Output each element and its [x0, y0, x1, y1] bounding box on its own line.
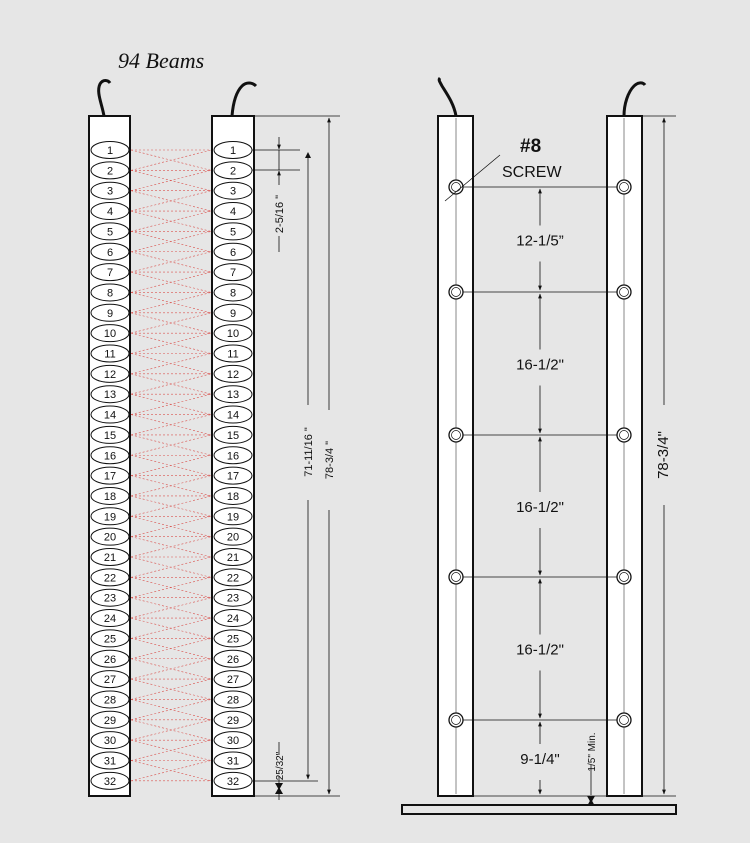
emitter-beam-12: [91, 365, 129, 382]
emitter-beam-26: [91, 650, 129, 667]
screw-size: #8: [520, 136, 542, 157]
spacing-label: 16-1/2": [516, 356, 564, 374]
receiver-beam-1: [214, 142, 252, 159]
receiver-beam-17: [214, 467, 252, 484]
beam-number: 19: [226, 511, 240, 524]
beam-lines: [131, 150, 211, 781]
beam-number: 10: [103, 328, 117, 341]
receiver-beam-26: [214, 650, 252, 667]
beam-number: 32: [226, 775, 240, 788]
beam-number: 11: [227, 348, 239, 361]
cable-right-emitter: [439, 78, 456, 116]
spacing-label: 16-1/2": [516, 499, 564, 516]
left-title: 94 Beams: [118, 48, 205, 73]
spacing-label: 12-1/5”: [516, 232, 564, 250]
emitter-beam-30: [91, 732, 129, 749]
emitter-beam-28: [91, 691, 129, 708]
beam-number: 14: [226, 409, 240, 422]
dim-bottom-label: 25/32": [275, 751, 286, 781]
emitter-beam-6: [91, 243, 129, 260]
receiver-beam-25: [214, 630, 252, 647]
beam-number: 22: [103, 572, 117, 585]
beam-number: 5: [229, 226, 237, 239]
dim-overall-right: [642, 116, 676, 796]
beam-number: 2: [229, 165, 237, 178]
emitter-beam-16: [91, 447, 129, 464]
emitter-beam-31: [91, 752, 129, 769]
beam-number: 23: [226, 592, 240, 605]
beam-number: 21: [226, 552, 240, 564]
receiver-beam-24: [214, 610, 252, 627]
beam-number: 15: [103, 429, 117, 442]
beam-number: 7: [106, 267, 114, 280]
receiver-beam-30: [214, 732, 252, 749]
spacing-dim-2: [516, 294, 564, 433]
receiver-beam-15: [214, 426, 252, 443]
screw-hole-icon: [449, 570, 463, 584]
emitter-beam-2: [91, 162, 129, 179]
beam-number: 25: [103, 633, 117, 646]
emitter-beam-10: [91, 325, 129, 342]
beam-number: 9: [106, 307, 114, 320]
beam-number: 3: [229, 185, 237, 198]
emitter-beam-21: [91, 549, 129, 566]
dim-spacing-label: 2-5/16 ": [274, 194, 286, 234]
spacing-label: 9-1/4": [520, 751, 560, 768]
beam-number: 17: [226, 470, 240, 483]
beam-number: 25: [226, 633, 240, 646]
emitter-beam-32: [91, 772, 129, 789]
receiver-beam-5: [214, 223, 252, 240]
emitter-beam-18: [91, 487, 129, 504]
beam-number: 29: [103, 714, 117, 727]
receiver-beam-6: [214, 243, 252, 260]
spacing-dims: [516, 189, 564, 794]
receiver-beam-16: [214, 447, 252, 464]
dim-overall-left-label: 78-3/4 ": [324, 440, 336, 480]
receiver-beam-4: [214, 203, 252, 220]
beam-number: 24: [103, 613, 117, 626]
screw-hole-icon: [449, 428, 463, 442]
emitter-beam-15: [91, 426, 129, 443]
beam-number: 11: [104, 348, 116, 361]
dim-bottom: [275, 742, 286, 800]
emitter-beam-14: [91, 406, 129, 423]
emitter-beam-17: [91, 467, 129, 484]
receiver-beam-19: [214, 508, 252, 525]
beam-number: 26: [226, 653, 240, 666]
emitter-beam-1: [91, 142, 129, 159]
beam-number: 14: [103, 409, 117, 422]
beam-number: 23: [103, 592, 117, 605]
beam-number: 18: [226, 490, 240, 503]
cable-left-emitter: [99, 81, 110, 117]
emitter-beam-22: [91, 569, 129, 586]
beam-number: 3: [106, 185, 114, 198]
beam-number: 15: [226, 429, 240, 442]
receiver-beam-20: [214, 528, 252, 545]
receiver-beam-13: [214, 386, 252, 403]
beam-number: 18: [103, 490, 117, 503]
receiver-beam-32: [214, 772, 252, 789]
receiver-beam-9: [214, 304, 252, 321]
receiver-beam-18: [214, 487, 252, 504]
receiver-bracket: [607, 116, 642, 796]
beam-number: 8: [229, 287, 237, 300]
screw-hole-icon: [617, 570, 631, 584]
right-diagram: [402, 78, 676, 814]
beam-number: 10: [226, 328, 240, 341]
emitter-beam-9: [91, 304, 129, 321]
receiver-beam-21: [214, 549, 252, 566]
beam-number: 2: [106, 165, 114, 178]
beam-number: 16: [103, 450, 117, 463]
spacing-dim-4: [516, 579, 564, 718]
beam-number: 31: [103, 755, 117, 768]
beam-number: 6: [106, 246, 114, 259]
beam-number: 4: [106, 206, 114, 219]
cable-left-receiver: [232, 83, 256, 116]
receiver-beam-12: [214, 365, 252, 382]
beam-number: 13: [103, 389, 117, 402]
beam-number: 6: [229, 246, 237, 259]
screw-hole-icon: [449, 713, 463, 727]
emitter-beam-4: [91, 203, 129, 220]
beam-number: 12: [103, 368, 117, 381]
emitter-beam-11: [91, 345, 129, 362]
beam-number: 30: [226, 735, 240, 748]
beam-number: 21: [103, 552, 117, 564]
beam-number: 5: [106, 226, 114, 239]
beam-number: 22: [226, 572, 240, 585]
emitter-bracket: [438, 116, 473, 796]
screw-hole-icon: [617, 713, 631, 727]
beam-number: 7: [229, 267, 237, 280]
beam-number: 27: [103, 674, 117, 687]
receiver-beam-7: [214, 264, 252, 281]
spacing-label: 16-1/2": [516, 641, 564, 659]
emitter-beam-8: [91, 284, 129, 301]
receiver-beam-27: [214, 671, 252, 688]
receiver-beam-3: [214, 182, 252, 199]
dim-first-to-last: [252, 152, 318, 781]
beam-number: 24: [226, 613, 240, 626]
emitter-beam-20: [91, 528, 129, 545]
beam-number: 13: [226, 389, 240, 402]
beam-number: 27: [226, 674, 240, 687]
receiver-beam-2: [214, 162, 252, 179]
emitter-beam-13: [91, 386, 129, 403]
emitter-beam-3: [91, 182, 129, 199]
beam-number: 29: [226, 714, 240, 727]
dim-first-to-last-label: 71-11/16 ": [303, 427, 315, 477]
spacing-dim-1: [516, 189, 564, 290]
beam-number: 17: [103, 470, 117, 483]
receiver-beam-28: [214, 691, 252, 708]
screw-hole-icon: [449, 285, 463, 299]
emitter-beam-27: [91, 671, 129, 688]
beam-number: 19: [103, 511, 117, 524]
beam-number: 12: [226, 368, 240, 381]
dim-min-gap-label: 1/5" Min.: [587, 732, 598, 772]
emitter-beam-7: [91, 264, 129, 281]
beam-number: 16: [226, 450, 240, 463]
receiver-beam-29: [214, 711, 252, 728]
emitter-beam-19: [91, 508, 129, 525]
beam-number: 28: [226, 694, 240, 707]
dim-spacing: [252, 137, 300, 252]
beam-number: 1: [229, 145, 237, 157]
cable-right-receiver: [624, 83, 645, 116]
emitter-beam-5: [91, 223, 129, 240]
screw-label: SCREW: [502, 164, 562, 181]
emitter-beam-29: [91, 711, 129, 728]
beam-number: 31: [226, 755, 240, 768]
beam-number: 4: [229, 206, 237, 219]
emitter-beam-24: [91, 610, 129, 627]
screw-hole-icon: [617, 180, 631, 194]
spacing-dim-5: [520, 722, 560, 794]
beam-number: 9: [229, 307, 237, 320]
receiver-beam-8: [214, 284, 252, 301]
dim-overall-left: [254, 116, 340, 796]
beam-number: 20: [103, 531, 117, 544]
dim-overall-right-label: 78-3/4": [655, 431, 672, 479]
receiver-beam-10: [214, 325, 252, 342]
beam-number: 20: [226, 531, 240, 544]
receiver-beam-31: [214, 752, 252, 769]
receiver-beam-23: [214, 589, 252, 606]
receiver-beam-14: [214, 406, 252, 423]
beam-number: 30: [103, 735, 117, 748]
beam-number: 32: [103, 775, 117, 788]
receiver-beam-11: [214, 345, 252, 362]
beam-number: 8: [106, 287, 114, 300]
spacing-dim-3: [516, 437, 564, 575]
emitter-beam-23: [91, 589, 129, 606]
screw-hole-icon: [617, 285, 631, 299]
beam-number: 28: [103, 694, 117, 707]
screw-hole-icon: [617, 428, 631, 442]
receiver-beam-22: [214, 569, 252, 586]
beam-number: 26: [103, 653, 117, 666]
left-diagram: [89, 48, 340, 800]
emitter-beam-25: [91, 630, 129, 647]
mounting-base-plate: [402, 805, 676, 814]
beam-number: 1: [106, 145, 114, 157]
